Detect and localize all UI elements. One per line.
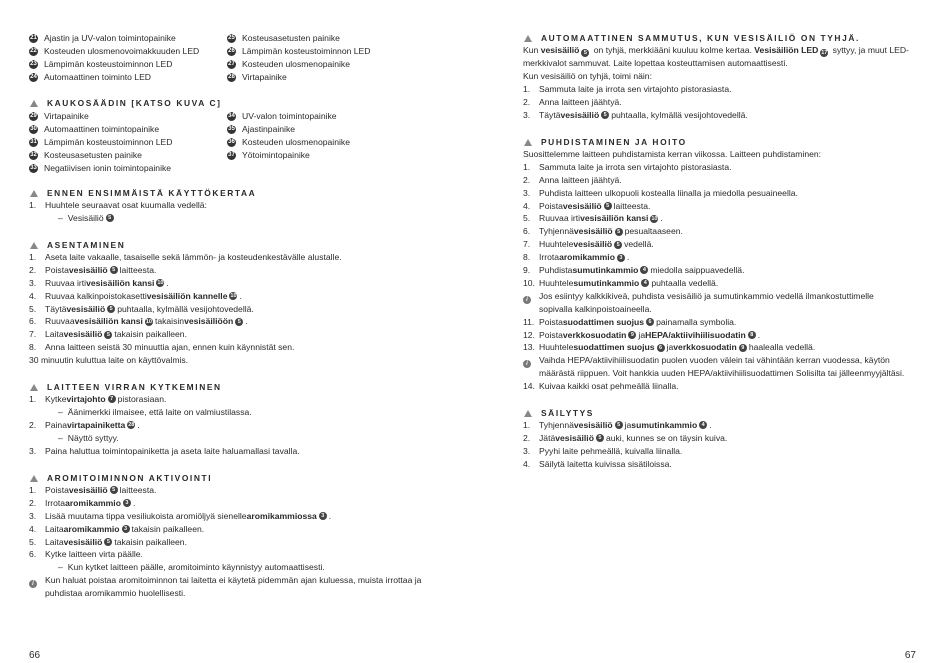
part-reference-badge: 4 <box>699 421 707 429</box>
text: 30 minuutin kuluttua laite on käyttövalmis. <box>29 355 189 366</box>
text: Tyhjennä <box>539 420 574 430</box>
emphasis-text: sumutinkammio <box>572 265 639 276</box>
part-reference-badge: 5 <box>596 434 604 442</box>
part-reference-badge: 10 <box>651 215 658 222</box>
emphasis-text: sumutinkammio <box>631 420 698 430</box>
part-number-badge: 24 <box>30 73 37 80</box>
storage-section: SÄILYTYS 1. Tyhjennä vesisäiliö 5 ja sumutinkammio 4 . 2. Jätä vesisäiliö 5 auki, kunnes se on täysin kuiva. 3. Pyyhi laite pehmeällä, kuivalla liinalla. 4. Säilytä laitetta kuivissa sisätiloissa. <box>523 407 728 469</box>
emphasis-text: vesisäiliö <box>573 226 613 237</box>
part-reference-badge: 5 <box>107 305 115 313</box>
text: . <box>328 510 332 521</box>
warning-triangle-icon <box>524 139 532 146</box>
text: Lisää muutama tippa vesiliukoista aromiöljyä sienelle <box>45 510 247 521</box>
remote-list-col1 <box>29 110 229 174</box>
part-number-badge: 33 <box>30 164 37 171</box>
list-item <box>227 136 447 149</box>
emphasis-text: aromikammio <box>559 252 615 263</box>
part-reference-badge: 9 <box>628 331 636 339</box>
part-number-badge: 36 <box>228 138 235 145</box>
text: Ruuvaa irti <box>45 277 87 288</box>
text: takaisin paikalleen. <box>114 536 187 547</box>
list-item <box>29 58 229 71</box>
emphasis-text: virtapainiketta <box>66 419 126 430</box>
part-number-badge: 23 <box>30 60 37 67</box>
text: haalealla vedellä. <box>748 342 816 353</box>
aroma-section: AROMITOIMINNON AKTIVOINTI 1. Poista vesisäiliö 5 laitteesta. 2. Irrota aromikammio 3 . 3. Lisää muutama tippa vesiliukoista aromiöljyä sienelle aromikammiossa 3 . 4. Laita aromikammio 3 takaisin paikalleen. 5. Laita vesisäiliö 5 takaisin paikalleen. 6. Kytke laitteen virta päälle. – Kun kytket laitteen päälle, aromitoiminto käynnistyy automaattisesti. i Kun haluat poistaa aromitoiminnon tai laitetta ei käytetä pidemmän ajan kuluessa, muista irrottaa ja puhdistaa aromikammio huolellisesti. <box>29 472 469 600</box>
text: Kosteuden ulosmenopainike <box>242 58 350 69</box>
part-reference-badge: 3 <box>122 525 130 533</box>
emphasis-text: vesisäiliö <box>555 432 594 443</box>
emphasis-text: vesisäiliö <box>63 536 103 547</box>
text: on tyhjä, merkkiääni kuuluu kolme kertaa. <box>591 45 755 55</box>
part-reference-badge: 10 <box>145 318 152 325</box>
list-item <box>29 110 229 123</box>
text: ENNEN ENSIMMÄISTÄ KÄYTTÖKERTAA <box>47 187 257 198</box>
part-reference-badge: 9 <box>739 344 747 352</box>
text: Automaattinen toiminto LED <box>44 71 152 82</box>
part-reference-badge: 5 <box>110 486 118 494</box>
list-item <box>29 32 229 45</box>
list-item <box>227 110 447 123</box>
text: Kosteuden ulosmenovoimakkuuden LED <box>44 45 200 56</box>
emphasis-text: vesisäiliö <box>540 45 580 55</box>
text: Ajastin ja UV-valon toimintopainike <box>44 33 176 43</box>
text: Jos esiintyy kalkkikiveä, puhdista vesisäiliö ja sumutinkammio vedellä ilmankostuttimelle sopivalla kalkinpoistoaineella. <box>539 290 874 314</box>
text: Poista <box>539 200 563 211</box>
power-section: LAITTEEN VIRRAN KYTKEMINEN 1. Kytke virtajohto 7 pistorasiaan. – Äänimerkki ilmaisee, että laite on valmiustilassa. 2. Paina virtapainiketta 28 . – Näyttö syttyy. 3. Paina haluttua toimintopainiketta ja aseta laite haluamallasi tavalla. <box>29 381 300 456</box>
part-reference-badge: 3 <box>617 254 625 262</box>
part-reference-badge: 17 <box>821 50 828 56</box>
text: ja <box>666 342 674 353</box>
text: Täytä <box>539 109 561 120</box>
text: . <box>757 329 761 340</box>
part-number-badge: 21 <box>30 34 37 41</box>
part-number-badge: 29 <box>30 112 37 119</box>
text: PUHDISTAMINEN JA HOITO <box>541 136 687 147</box>
text: Automaattinen toimintopainike <box>44 123 160 134</box>
text: puhtaalla, kylmällä vesijohtovedellä. <box>611 109 748 120</box>
list-item <box>29 71 229 84</box>
text: vedellä. <box>624 239 654 250</box>
list-item <box>227 71 447 84</box>
part-reference-badge: 5 <box>604 202 612 210</box>
parts-list-col1 <box>29 32 229 84</box>
text: Lämpimän kosteustoiminnon LED <box>44 58 173 69</box>
text: Laita <box>45 523 64 534</box>
emphasis-text: verkkosuodatin <box>562 329 627 340</box>
remote-heading <box>29 97 222 109</box>
text: SÄILYTYS <box>541 407 594 418</box>
list-item <box>227 149 447 162</box>
part-number-badge: 32 <box>30 151 37 158</box>
emphasis-text: suodattimen suojus <box>573 342 655 353</box>
text: pistorasiaan. <box>117 394 167 404</box>
text: AUTOMAATTINEN SAMMUTUS, KUN VESISÄILIÖ ON TYHJÄ. <box>541 32 860 43</box>
text: Huuhtele seuraavat osat kuumalla vedellä: <box>45 200 207 210</box>
emphasis-text: vesisäiliön kannelle <box>146 290 228 301</box>
part-reference-badge: 8 <box>748 331 756 339</box>
cleaning-section: PUHDISTAMINEN JA HOITO Suosittelemme laitteen puhdistamista kerran viikossa. Laitteen puhdistaminen: 1. Sammuta laite ja irrota sen virtajohto pistorasiasta. 2. Anna laitteen jäähtyä. 3. Puhdista laitteen ulkopuoli kostealla liinalla ja miedolla pesuaineella. 4. Poista vesisäiliö 5 laitteesta. 5. Ruuvaa irti vesisäiliön kansi 10 . 6. Tyhjennä vesisäiliö 5 pesualtaaseen. 7. Huuhtele vesisäiliö 5 vedellä. 8. Irrota aromikammio 3 . 9. Puhdista sumutinkammio 4 miedolla saippuavedellä. 10. Huuhtele sumutinkammio 4 puhtaalla vedellä. i Jos esiintyy kalkkikiveä, puhdista vesisäiliö ja sumutinkammio vedellä ilmankostuttimelle sopivalla kalkinpoistoaineella. 11. Poista suodattimen suojus 6 painamalla symbolia. 12. Poista verkkosuodatin 9 ja HEPA/aktiivihiilisuodatin 8 . 13. Huuhtele suodattimen suojus 6 ja verkkosuodatin 9 haalealla vedellä. i Vaihda HEPA/aktiivihiilisuodatin puolen vuoden välein tai vähintään kerran vuodessa, käytön määrästä riippuen. Voit hankkia uuden HEPA/aktiivihiilisuodattimen Solisilta tai jälleenmyyjältäsi. 14. Kuivaa kaikki osat pehmeällä liinalla. <box>523 136 923 393</box>
text: syttyy, ja muut LED-merkkivalot sammuvat. Laite lopettaa kosteuttamisen automaattisesti. <box>523 45 909 68</box>
text: Yötoimintopainike <box>242 149 310 160</box>
part-number-badge: 22 <box>30 47 37 54</box>
list-item <box>29 149 229 162</box>
text: miedolla saippuavedellä. <box>650 265 745 276</box>
text: puhtaalla vedellä. <box>651 277 719 288</box>
warning-triangle-icon <box>30 475 38 482</box>
part-reference-badge: 6 <box>657 344 665 352</box>
warning-triangle-icon <box>30 242 38 249</box>
text: Ajastinpainike <box>242 123 296 134</box>
text: Lämpimän kosteustoiminnon LED <box>242 45 371 56</box>
text: Kun <box>523 45 541 55</box>
parts-list-col2 <box>227 32 447 84</box>
text: Ruuvaa <box>45 316 75 327</box>
text: Laita <box>45 536 64 547</box>
text: laitteesta. <box>119 485 157 495</box>
part-reference-badge: 5 <box>235 318 243 326</box>
text: Ruuvaa kalkinpoistokasetti <box>45 290 147 301</box>
text: . <box>132 497 136 508</box>
text: takaisin <box>154 316 185 327</box>
text: . <box>709 420 712 430</box>
text: AROMITOIMINNON AKTIVOINTI <box>47 472 213 483</box>
text: LAITTEEN VIRRAN KYTKEMINEN <box>47 381 222 392</box>
text: . <box>239 290 242 301</box>
emphasis-text: suodattimen suojus <box>562 316 645 327</box>
text: Poista <box>539 329 563 340</box>
text: KAUKOSÄÄDIN [KATSO KUVA C] <box>47 97 222 108</box>
text: Äänimerkki ilmaisee, että laite on valmiustilassa. <box>67 406 252 417</box>
emphasis-text: vesisäiliö <box>66 303 106 314</box>
list-item <box>29 136 229 149</box>
emphasis-text: vesisäiliö <box>573 239 613 250</box>
text: ASENTAMINEN <box>47 239 126 250</box>
text: Kosteuden ulosmenopainike <box>242 136 350 147</box>
text: takaisin paikalleen. <box>114 329 187 340</box>
emphasis-text: aromikammiossa <box>246 510 317 521</box>
part-reference-badge: 4 <box>641 279 649 287</box>
part-reference-badge: 5 <box>601 111 609 119</box>
text: Huuhtele <box>539 277 574 288</box>
text: takaisin paikalleen. <box>131 523 205 534</box>
page-number: 67 <box>904 650 916 661</box>
text: . <box>626 252 630 263</box>
text: laitteesta. <box>613 200 651 211</box>
text: UV-valon toimintopainike <box>242 111 337 121</box>
text: laitteesta. <box>119 264 157 275</box>
text: Anna laitteen seistä 30 minuuttia ajan, ennen kuin käynnistät sen. <box>45 342 295 353</box>
text: Irrota <box>45 497 66 508</box>
text: Sammuta laite ja irrota sen virtajohto pistorasiasta. <box>539 83 732 94</box>
part-number-badge: 30 <box>30 125 37 132</box>
text: Huuhtele <box>539 342 574 353</box>
text: Puhdista laitteen ulkopuoli kostealla liinalla ja miedolla pesuaineella. <box>539 187 798 198</box>
emphasis-text: Vesisäiliön LED <box>754 45 819 55</box>
text: Kun vesisäiliö on tyhjä, toimi näin: <box>523 70 652 81</box>
part-reference-badge: 4 <box>640 266 648 274</box>
text: Kun kytket laitteen päälle, aromitoiminto käynnistyy automaattisesti. <box>67 562 325 573</box>
emphasis-text: aromikammio <box>65 497 121 508</box>
text: Irrota <box>539 252 560 263</box>
warning-triangle-icon <box>30 384 38 391</box>
part-reference-badge: 6 <box>646 318 654 326</box>
auto-off-section: AUTOMAATTINEN SAMMUTUS, KUN VESISÄILIÖ ON TYHJÄ. Kun vesisäiliö 5 on tyhjä, merkkiääni kuuluu kolme kertaa. Vesisäiliön LED 17 syttyy, ja muut LED-merkkivalot sammuvat. Laite lopettaa kosteuttamisen automaattisesti. Kun vesisäiliö on tyhjä, toimi näin: 1. Sammuta laite ja irrota sen virtajohto pistorasiasta. 2. Anna laitteen jäähtyä. 3. Täytä vesisäiliö 5 puhtaalla, kylmällä vesijohtovedellä. <box>523 32 909 120</box>
text: Negatiivisen ionin toimintopainike <box>44 162 172 173</box>
part-reference-badge: 5 <box>614 241 622 249</box>
part-number-badge: 37 <box>228 151 235 158</box>
emphasis-text: sumutinkammio <box>573 277 640 288</box>
part-number-badge: 35 <box>228 125 235 132</box>
left-page <box>0 0 475 660</box>
text: . <box>166 277 169 288</box>
text: . <box>660 213 663 224</box>
list-item <box>227 58 447 71</box>
emphasis-text: vesisäiliö <box>573 420 613 430</box>
text: Kosteusasetusten painike <box>44 149 142 160</box>
part-reference-badge: 5 <box>581 49 589 57</box>
text: Poista <box>45 485 69 495</box>
right-page <box>475 0 950 660</box>
part-number-badge: 28 <box>228 73 235 80</box>
info-icon: i <box>523 360 531 368</box>
text: Laita <box>45 329 64 340</box>
text: Tyhjennä <box>539 226 574 237</box>
text: Suosittelemme laitteen puhdistamista kerran viikossa. Laitteen puhdistaminen: <box>523 149 822 159</box>
first-use-section: ENNEN ENSIMMÄISTÄ KÄYTTÖKERTAA 1. Huuhtele seuraavat osat kuumalla vedellä: – Vesisäiliö 5 <box>29 187 257 223</box>
text: ja <box>638 329 646 340</box>
emphasis-text: vesisäiliön kansi <box>86 277 155 288</box>
text: Pyyhi laite pehmeällä, kuivalla liinalla. <box>539 445 683 456</box>
emphasis-text: vesisäiliö <box>68 485 108 495</box>
part-number-badge: 34 <box>228 112 235 119</box>
text: puhtaalla, kylmällä vesijohtovedellä. <box>117 303 254 314</box>
part-reference-badge: 10 <box>157 280 164 287</box>
part-reference-badge: 28 <box>128 422 135 429</box>
part-number-badge: 27 <box>228 60 235 67</box>
text: Täytä <box>45 303 67 314</box>
text: . <box>137 419 140 430</box>
text: Puhdista <box>539 265 573 276</box>
part-reference-badge: 10 <box>230 293 237 300</box>
warning-triangle-icon <box>524 410 532 417</box>
emphasis-text: vesisäiliö <box>68 264 108 275</box>
text: Näyttö syttyy. <box>67 432 119 443</box>
text: Poista <box>539 316 563 327</box>
emphasis-text: vesisäiliön kansi <box>74 316 143 327</box>
list-item <box>227 32 447 45</box>
text: Kuivaa kaikki osat pehmeällä liinalla. <box>539 381 679 392</box>
text: Sammuta laite ja irrota sen virtajohto pistorasiasta. <box>539 161 732 172</box>
emphasis-text: vesisäiliöön <box>184 316 234 327</box>
text: Virtapainike <box>44 111 89 121</box>
text: Kun haluat poistaa aromitoiminnon tai laitetta ei käytetä pidemmän ajan kuluessa, muista irrottaa ja puhdistaa aromikammio huolellisesti. <box>45 575 422 599</box>
text: Kytke <box>45 394 67 404</box>
text: Paina <box>45 419 67 430</box>
install-section: ASENTAMINEN 1. Aseta laite vakaalle, tasaiselle sekä lämmön- ja kosteudenkestävälle alustalle. 2. Poista vesisäiliö 5 laitteesta. 3. Ruuvaa irti vesisäiliön kansi 10 . 4. Ruuvaa kalkinpoistokasetti vesisäiliön kannelle 10 . 5. Täytä vesisäiliö 5 puhtaalla, kylmällä vesijohtovedellä. 6. Ruuvaa vesisäiliön kansi 10 takaisin vesisäiliöön 5 . 7. Laita vesisäiliö 5 takaisin paikalleen. 8. Anna laitteen seistä 30 minuuttia ajan, ennen kuin käynnistät sen. 30 minuutin kuluttua laite on käyttövalmis. <box>29 239 342 366</box>
text: Ruuvaa irti <box>539 213 581 224</box>
text: Säilytä laitetta kuivissa sisätiloissa. <box>539 458 672 469</box>
text: Kytke laitteen virta päälle. <box>45 549 143 560</box>
part-reference-badge: 3 <box>123 499 131 507</box>
emphasis-text: virtajohto <box>66 394 106 404</box>
part-reference-badge: 5 <box>615 228 623 236</box>
text: auki, kunnes se on täysin kuiva. <box>605 432 728 443</box>
emphasis-text: HEPA/aktiivihiilisuodatin <box>645 329 746 340</box>
list-item <box>29 123 229 136</box>
emphasis-text: vesisäiliö <box>562 200 602 211</box>
text: ja <box>624 420 632 430</box>
warning-triangle-icon <box>30 190 38 197</box>
text: painamalla symbolia. <box>656 316 737 327</box>
text: Poista <box>45 264 69 275</box>
text: Lämpimän kosteustoiminnon LED <box>44 136 173 147</box>
text: Huuhtele <box>539 239 574 250</box>
text: Anna laitteen jäähtyä. <box>539 96 622 107</box>
part-number-badge: 25 <box>228 34 235 41</box>
part-reference-badge: 5 <box>104 331 112 339</box>
text: Kosteusasetusten painike <box>242 33 340 43</box>
text: Aseta laite vakaalle, tasaiselle sekä lämmön- ja kosteudenkestävälle alustalle. <box>45 252 342 262</box>
text: Vaihda HEPA/aktiivihiilisuodatin puolen vuoden välein tai vähintään kerran vuodessa, käytön määrästä riippuen. Voit hankkia uuden HEPA/aktiivihiilisuodattimen Solisilta tai jälleenmyyjältäsi. <box>539 355 905 379</box>
part-number-badge: 26 <box>228 47 235 54</box>
list-item <box>227 45 447 58</box>
emphasis-text: vesisäiliö <box>63 329 103 340</box>
warning-triangle-icon <box>524 35 532 42</box>
part-reference-badge: 7 <box>108 395 116 403</box>
remote-list-col2 <box>227 110 447 162</box>
part-number-badge: 31 <box>30 138 37 145</box>
text: . <box>245 316 248 327</box>
part-reference-badge: 5 <box>104 538 112 546</box>
emphasis-text: aromikammio <box>63 523 120 534</box>
emphasis-text: vesisäiliön kansi <box>580 213 649 224</box>
emphasis-text: verkkosuodatin <box>673 342 737 353</box>
text: Jätä <box>539 432 556 443</box>
list-item <box>29 162 229 175</box>
page-number: 66 <box>29 650 41 661</box>
warning-triangle-icon <box>30 100 38 107</box>
text: Paina haluttua toimintopainiketta ja aseta laite haluamallasi tavalla. <box>45 445 300 456</box>
part-reference-badge: 3 <box>319 512 327 520</box>
list-item <box>29 45 229 58</box>
part-reference-badge: 5 <box>615 421 623 429</box>
part-reference-badge: 5 <box>110 266 118 274</box>
text: Virtapainike <box>242 71 287 82</box>
part-reference-badge: 5 <box>106 214 114 222</box>
list-item <box>227 123 447 136</box>
text: Vesisäiliö <box>67 212 104 223</box>
info-icon: i <box>29 580 37 588</box>
emphasis-text: vesisäiliö <box>560 109 600 120</box>
text: Anna laitteen jäähtyä. <box>539 174 622 185</box>
text: pesualtaaseen. <box>624 226 683 237</box>
info-icon: i <box>523 296 531 304</box>
